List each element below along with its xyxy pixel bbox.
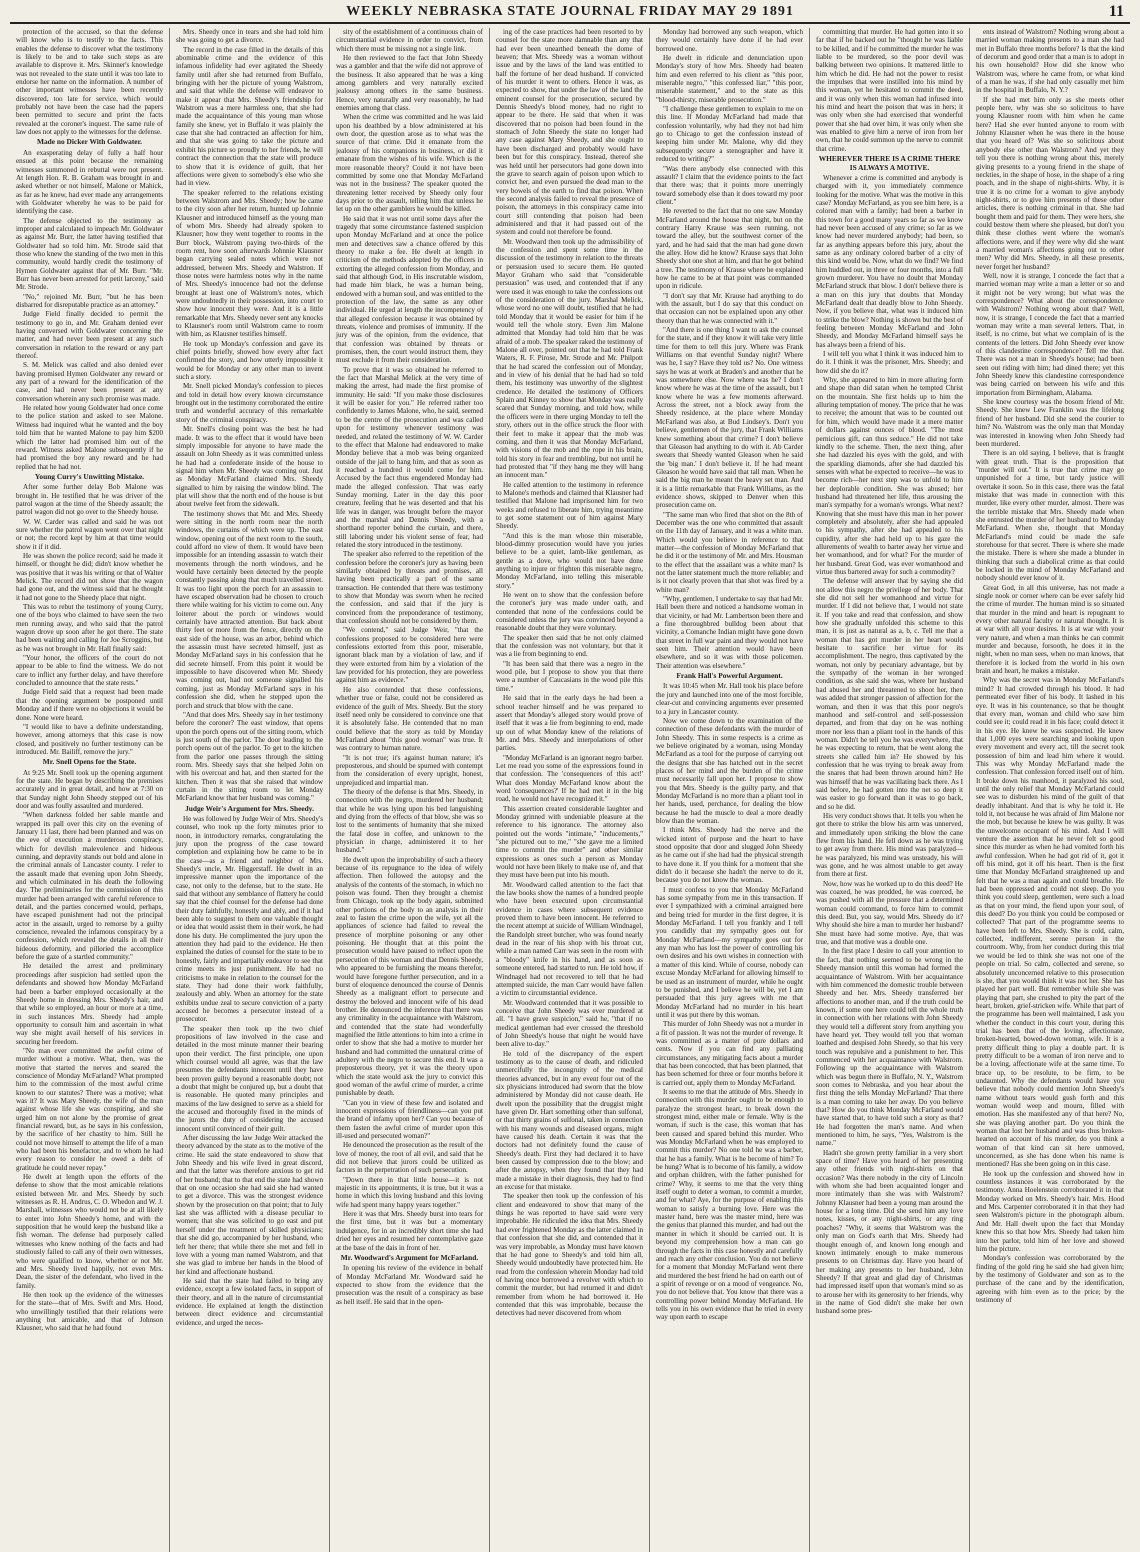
article-paragraph: W. W. Carder was called and said he was not sure whether the patrol wagon went over that night or not; the record kept by him at that time would show it if it did. bbox=[16, 517, 163, 551]
section-heading: Young Curry's Unwitting Mistake. bbox=[34, 471, 145, 481]
article-paragraph: "And this is the man whose thin miserable, blood-dimmy prosecution would have you juries believe to be a quiet, lamb-like gentleman, as gentle as a dove, who would not have done anything to injure or frighten this miserable negro, Monday McFarland, into telling this miserable story." bbox=[496, 531, 643, 590]
article-paragraph: ing of the case practices had been resorted to by counsel for the state more damnable than any that had ever been unearthed beneath the dome of heaven; that Mrs. Sheedy was a woman without issue and by the laws of the land was entitled to half the fortune of her dead husband. If convicted of his murder it went to others. Hence it was, as expected to show, that under the law of the land the eminent counsel for the prosecution, secured by Dennis Sheedy's blood money, had no right to appear to be there. He said that when it was discovered that no poison had been found in the stomach of John Sheedy the state no longer had any case against Mary Sheedy, and she ought to have been discharged and probably would have been but for this conspiracy. Instead, thereof she was held until her persecutors had gone down into the grave to search again of poison upon which to convict her, and even pursued the dead man to the very bowels of the earth to find that poison. When the second analysis failed to reveal the presence of poison, the attorneys in this conspiracy came into court still contending that poison had been administered and that it had passed out of the system and could not therefore be found. bbox=[496, 28, 643, 237]
article-paragraph: He denounced the prosecution as the result of the love of money, the root of all evil, and said that he did not believe that jurors could be utilized as factors in the perpetration of such persecution. bbox=[336, 1141, 483, 1175]
article-paragraph: He dwelt at length upon the efforts of the defense to show that the most amicable relations existed between Mr. and Mrs. Sheedy by such witnesses as R. H. Andrus, C. O. Whedon and W. J. Marshall, witnesses who would not be at all likely to enter into John Sheedy's home, and with the supposition that he would keep the husband like a fish woman. The defense had purposely called witnesses who knew nothing of the facts and had studiously failed to call any of their own witnesses, who were qualified to know, whether or not Mr. and Mrs. Sheedy lived happily, not even Mrs. Dean, the sister of the defendant, who lived in the family. bbox=[16, 1173, 163, 1290]
article-paragraph: Mr. Snell picked Monday's confession to pieces and told in detail how every known circumstance brought out in the testimony corroborated the entire truth and wonderful accuracy of this remarkable story of the criminal conspiracy. bbox=[176, 382, 323, 424]
article-paragraph: "Monday McFarland is an ignorant negro barber. Let me read you some of the expressions found in that confession. The 'consequences of this act!' What does Monday McFarland know about the word 'consequences?' If he had met it in the big road, he would not have recognized it." bbox=[496, 753, 643, 804]
article-paragraph: "No man ever committed the awful crime of murder without a motive. What, then, was the motive that started the nerves and seared the conscience of Monday McFarland? What prompted him to the commission of the most awful crime known to our statutes? There was a motive; what was it? It was Mary Sheedy, the wife of the man against whose life she was conspiring, and she urged him on not alone by the promise of great financial reward, but, as he says in his confession, by the sacrifice of her chastity to him. Still he could not move himself to attempt the life of a man who had been his benefactor, and to whom he had every reason to consider he owed a debt of gratitude he could never repay." bbox=[16, 1046, 163, 1172]
article-paragraph: Monday had borrowed any such weapon, which they would certainly have done if he had ever borrowed one. bbox=[656, 28, 803, 53]
article-paragraph: He then took up the evidence of the witnesses for the state—that of Mrs. Swift and Mrs. Hood, who unwillingly testified that their relations were anything but amicable, and that of Johnson Klausner, who said that he had found bbox=[16, 1290, 163, 1333]
article-paragraph: He said that the state had failed to bring any evidence, except a few isolated facts, in support of their theory, and all in the nature of circumstantial evidence. He explained at length the distinction between direct evidence and circumstantial evidence, and urged the neces- bbox=[176, 1276, 323, 1327]
article-paragraph: He related how young Goldwater had once come to the police station and asked to see Malone. Witness had inquired what he wanted and the boy told him that he wanted Malone to pay him $200 which the latter had promised him out of the reward. Witness asked Malone subsequently if he had promised the boy any reward and he had replied that he had not. bbox=[16, 404, 163, 471]
article-paragraph: This assertion created considerable laughter and Monday grinned with undeniable pleasure at the reference to his ignorance. The attorney also pointed out the words "intimate," "inducements," "she pictured out to me," "she gave me a limited time to commit the murder" and other similar expressions as ones such a person as Monday would not have been likely to make use of, and that they must have been put into his mouth. bbox=[496, 804, 643, 880]
article-paragraph: He was shown the police record; said he made it himself, or thought he did; didn't know whether he was positive that it was his writing or that of Walter Melick. The record did not show that the wagon had gone out, and the witness said that he thought it had not gone to the Sheedy place that night. bbox=[16, 551, 163, 602]
article-paragraph: When the crime was committed and he was laid upon his deathbed by a blow administered at his own door, the question arose as to what was the source of that crime. Did it emanate from the jealousy of his companions in business, or did it emanate from the wishes of his wife. Which is the more reasonable theory? Could it not have been committed by some one that Monday McFarland was not in the business? The speaker quoted the threatening letter received by Sheedy only four days prior to the assault, telling him that unless he let up on the other gamblers he would be killed. bbox=[336, 113, 483, 214]
article-paragraph: Whenever a crime is committed and anybody is charged with it, you immediately commence looking for the motive. What was the motive in this case? Monday McFarland, as you see him here, is a colored man with a family; had been a barber in this town for a good many years so far as we know had never been accused of any crime; so far as we know had never murdered anybody; had been, so far as anything appears before this jury, about the same as any ordinary colored barber of a city of this kind would be. Now, what do we find? We find him huddled out, in three or four months, into a full grown murderer. You have no doubt that Monday McFarland struck that blow. I don't believe there is a man on this jury that doubts that Monday McFarland dealt that deadly blow to John Sheedy. Now, if you believe that, what was it induced him to strike the blow? Nothing is shown but the best of feeling between Monday McFarland and John Sheedy, and Monday McFarland himself says he has always been a friend of his. bbox=[816, 173, 963, 349]
article-paragraph: Well, now it is strange, I concede the fact that a married woman may write a man a letter or so and it might not be very wrong; but what was the correspondence? What about the correspondence with Walstrom? Nothing wrong about that? Well, now, it is strange, I concede the fact that a married woman may write a man several letters. That, in itself, is no crime, but what we complain of is the contents of the letters. Did John Sheedy ever know of this clandestine correspondence? Tell me that. There was not a man in Sheedy's house; had been seen out riding with him; had dined there; yet this John Sheedy knew this clandestine correspondence was being carried on between his wife and this importation from Birmingham, Alabama. bbox=[976, 271, 1124, 397]
article-paragraph: The speaker then took up the two chief propositions of law involved in the case and detailed in the most minute manner their bearing upon their verdict. The first principle, one upon which counsel would all agree, was that the law presumes the defendants innocent until they have been proven guilty beyond a reasonable doubt; not a doubt that might be conjured up, but a doubt that is reasonable. He quoted many principles and maxims of the law designed to serve as a shield for the accused and thoroughly fixed in the minds of the jurors the duty of considering the accused innocent until convinced of their guilt. bbox=[176, 1024, 323, 1133]
column-6 bbox=[810, 28, 970, 1552]
article-paragraph: In the first place I desire to call your attention to the fact, that nothing seemed to be wrong in the Sheedy mansion until this woman had formed the acquaintance of Walstrom. With her acquaintance with him commenced the domestic trouble between Sheedy and her. Mrs. Sheedy transferred her affections to another man, and if the truth could be known, if some one here could tell the whole truth in connection with her relations with John Sheedy they would tell a different story from anything you have heard yet. They would tell you that woman loathed and despised John Sheedy, so that his very touch was repulsive and a punishment to her. This commenced with her acquaintance with Walstrom. Following up the acquaintance with Walstrom which was begun there in Buffalo, N. Y., Walstrom soon comes to Nebraska, and you hear about the first thing the tells Monday McFarland? That there is a man coming to take her away. Do you believe that? How do you think Monday McFarland would have started that, to have told such a story as that? He had forgotten the man's name. And when mentioned to him, he says, "Yes, Walstrom is the name." bbox=[816, 947, 963, 1148]
article-paragraph: "Was there anybody else connected with this assault? I claim that the evidence points to the fact that there was; that it points more unerringly toward somebody else than it does toward my poor client." bbox=[656, 164, 803, 206]
article-paragraph: committing that murder. He had gotten into it so far that if he backed out he "thought he was liable to be killed, and if he committed the murder he was liable to be murdered, so the poor devil was balking between two opinions. It mattered little to him which he did. He had not the power to resist the impulses that were instilled into his mind by this woman, yet he hesitated to commit the deed, and it was only when this woman had infused into his mind and heart the poison that was in hers; it was only when she had exercised that wonderful power that she had over him, it was only when she was enabled to give him a nerve of iron from her own, that he could summon up the nerve to commit that crime. bbox=[816, 28, 963, 153]
article-paragraph: The record in the case filled in the details of this abominable crime and the evidence of this infamous infidelity had ever agitated the Sheedy family until after she had returned from Buffalo, bringing with her the picture of young Walstrom, and said that while the defense will endeavor to make it appear that Mrs. Sheedy's friendship for Walstrom was a mere harmless one, that she had made the acquaintance of this young man whose family she knew, yet in Buffalo it was plainly the case that she had contracted an affection for him, and that she was going to take the picture and exhibit his picture so proudly to her friends, he will contract the connection that the state will produce to show that it is evidence of guilt, that her affections were given to somebody's else who she had in view. bbox=[176, 45, 323, 188]
article-paragraph: "When darkness folded her sable mantle and wrapped its pall over this city on the evening of January 11 last, there had been planned and was on the eve of execution a murderous conspiracy, which for devilish malevolence and hideous cunning, and depravity stands out bold and alone in the criminal annals of Lancaster county. I refer to the assault made that evening upon John Sheedy, and which culminated in his death the following day. The preliminaries for the commission of this murder had been arranged with careful reference to detail, and the parties concerned would, perhaps, have escaped punishment had not the principal actor in the assault, urged to remorse by a guilty conscience, revealed the infamous conspiracy by a confession, which revealed the details in all their hideous deformity, and pilloried the accomplice before the gaze of a startled community." bbox=[16, 811, 163, 962]
article-paragraph: He was followed by Judge Weir of Mrs. Sheedy's counsel, who took up the forty minutes prior to noon, in introductory remarks, congratulating the jury upon the progress of the case toward completion and explaining how he came to be in the case—as a friend and neighbor of Mrs. Sheedy's uncle, Mr. Higgerstaff. He dwelt in an impressive manner upon the importance of the case, not only to the defense, but to the state. He said that without any semblance of flattery he could say that the chief counsel for the defense had done their duty faithfully, honestly and ably, and if it had been able to suggest to them one valuable thought or idea that would assist them in their work, he had done his duty. He complimented the jury upon the attention they had paid to the evidence. He then explained the duties of counsel for the state to be to honestly, fairly and impartially endeavor to see that crime meets its just punishment. He had no criticisms to make in relation to the counsel for the state. They had done their work faithfully, zealously and ably. When an attorney for the state exhibits undue zeal to secure conviction of a party accused he becomes a persecutor instead of a prosecutor. bbox=[176, 814, 323, 1024]
article-paragraph: He went on to show that the confession before the coroner's jury was made under oath, and contended that none of the confessions could be considered unless the jury was convinced beyond a reasonable doubt that they were voluntary. bbox=[496, 591, 643, 633]
article-paragraph: He dwelt upon the improbability of such a theory because of its repugnance to the idea of wifely affection. Then followed the autopsy and the analysis of the contents of the stomach, in which no poison was found. Then they brought a chemist from Chicago, took up the body again, submitted other portions of the body to an analysis in their zeal to fasten the crime upon the wife, yet all the appliances of science had failed to reveal the presence of morphine poisoning or any other poisoning. He thought that at this point the prosecution would have paused to reflect upon the persecution of this woman and that Dennis Sheedy, who appeared to be furnishing the means therefor, would have foregone further persecution, and in a burst of eloquence denounced the course of Dennis Sheedy as a malignant effort to persecute and destroy the beloved and innocent wife of his dead brother. He denounced the inference that there was any criminality in the acquaintance with Walstrom, and contended that the state had wonderfully magnified the little attentions to him into a crime in order to show that she had a motive to murder her husband and had committed the unnatural crime of adultery with the negro to secure this end. It was a preposterous theory, yet it was the theory upon which the state would ask the jury to convict this good woman of the awful crime of murder, a crime punishable by death. bbox=[336, 855, 483, 1098]
article-paragraph: He also contended that these confessions, whether true or false, could not be considered as evidence of the guilt of Mrs. Sheedy. But the story itself need only be considered to convince one that it is absolutely false. He contended that no man could believe that the story as told by Monday McFarland about "this good woman" was true. It was contrary to human nature. bbox=[336, 685, 483, 753]
article-paragraph: S. M. Melick was called and also denied ever having promised Hymen Goldwater any reward or any part of a reward for the identification of the case, and had never been present at any conversation wherein any such promise was made. bbox=[16, 361, 163, 403]
article-paragraph: The theory of the defense is that Mrs. Sheedy, in connection with the negro, murdered her husband; that while he was lying upon his bed languishing and dying from the effects of that blow, she was so lost to the sentiments of humanity that she mixed the fatal dose in coffee, and unknown to the physician in charge, administered it to her husband." bbox=[336, 787, 483, 855]
newspaper-title: WEEKLY NEBRASKA STATE JOURNAL FRIDAY MAY 29 1891 bbox=[346, 4, 794, 19]
section-heading: Frank Hall's Powerful Argument. bbox=[676, 671, 783, 681]
article-paragraph: The defense objected to the testimony as improper and calculated to impeach Mr. Goldwater as against Mr. Burr, the latter having testified that Goldwater had so told him. Mr. Strode said that those who knew the standing of the two men in this community, would hardly credit the testimony of Hymen Goldwater against that of Mr. Burr. "Mr. Burr has never been arrested for petit larceny," said Mr. Strode. bbox=[16, 216, 163, 292]
article-paragraph: This was to rebut the testimony of young Curry, one of the boys who claimed to have seen the two men running away, and who said that the patrol wagon drove up soon after he got there. The state had been waiting and calling for Joe Scroggins, but as he was not brought in Mr. Hall finally said: bbox=[16, 603, 163, 653]
article-paragraph: "We contend," said Judge Weir, "that the confessions proposed to be considered here were confessions extorted from this poor, miserable, ignorant black man by a violation of law, and if they were extorted from him by a violation of the law provided for his protection, they are powerless against him as evidence." bbox=[336, 626, 483, 685]
article-paragraph: I think Mrs. Sheedy had the nerve and the wicked intent of purpose and the heart to have stood opposite that door and slugged John Sheedy as he came out if she had had the physical strength to have done it. If you think for a moment that she didn't do it because she hadn't the nerve to do it, because you do not know the woman. bbox=[656, 826, 803, 885]
article-columns bbox=[10, 28, 1130, 1552]
article-paragraph: protection of the accused, so that the defense will know who is to testify to the facts. This enables the defense to discover what the testimony is likely to be and to take such steps as are available to disprove it. Mrs. Skinner's knowledge was not revealed to the state until it was too late to endorse her name on the information. A number of other important witnesses have been recently discovered, too late for service, which would probably not have been the case had the papers been permitted to secure and print the facts revealed at the coroner's inquest. The same rule of law does not apply to the witnesses for the defense. bbox=[16, 28, 163, 137]
article-paragraph: He took up Monday's confession and gave its chief points briefly, showed how every after fact confirmed the story, and how utterly impossible it would be for Monday or any other man to invent such a story. bbox=[176, 339, 323, 382]
article-paragraph: He said that it was not until some days after the tragedy that some circumstance fastened suspicion upon Monday McFarland and at once the police men and detectives saw a chance offered by this theory to make a fee. He dwelt at length in criticism of the methods adopted by the officers in extorting the alleged confession from Monday, and said that although God, in His inscrutable wisdom, had made him black, he was a human being, endowed with a human soul, and was entitled to the protection of the law, the same as any other individual. He urged at length the incompetency of that alleged confession because it was obtained by threats, violence and promises of immunity. If the jury was of the opinion, from the evidence, that that confession was obtained by threats or promises, then, the court would instruct them, they must exclude it from their consideration. bbox=[336, 214, 483, 365]
section-heading: Mr. Snell Opens for the State. bbox=[42, 757, 137, 767]
article-paragraph: Why, she appeared to him in more alluring form and shape than did satan when he tempted Christ on the mountain. She first holds up to him the alluring temptation of money. The price that he was to receive; the amount that was to be counted out for him, which would have made it a mere matter of dollars against ounces of blood. "The most pernicious gift, can thus seduce." He did not take kindly to the scheme. Then, the next thing, after she had dazzled his eyes with the gold, and with the sparkling diamonds, after she had dazzled his senses with what he expected to receive—he was to become rich—her next step was to unfold to him her deplorable condition. She was abused; her husband had threatened her life, thus arousing the man's sympathy for a woman's wrongs. What next? Knowing that she must have this man in her power completely and absolutely, after she had appealed to his sympathy, after she had appealed to his cupidity, after she had held up to his gaze the allurements of wealth to barter away her virtue and her womanhood, and for what? For the murder of her husband. Great God, was ever womanhood and virtue thus bartered away for such a commodity? bbox=[816, 376, 963, 576]
article-paragraph: Mrs. Sheedy once in tears and she had told him she was going to get a divorce. bbox=[176, 28, 323, 45]
article-paragraph: Now, how was he worked up to do this deed? He was coaxed, he was prodded, he was coerced, he was pushed with all the pressure that a determined woman could command, to force him to commit this deed. But, you say, would Mrs. Sheedy do it? Why should she hire a man to murder her husband? She must have had some motive. Aye, that was true, and that motive was a double one. bbox=[816, 879, 963, 947]
article-paragraph: I must confess to you that Monday McFarland has some sympathy from me in this transaction. If ever I sympathized with a criminal arraigned here and being tried for murder in the first degree, it is Monday McFarland. I tell you frankly and I tell you candidly that my sympathy goes out for Monday McFarland—my sympathy goes out for any man who has lost the power of controlling his own desires and his own wishes in connection with a matter of this kind. While of course, nobody can excuse Monday McFarland for allowing himself to be used as an instrument of murder, while he ought to be punished, and I believe he will be, yet I am persuaded that this jury agrees with me that Monday McFarland had no murder in his heart until it was put there by this woman. bbox=[656, 885, 803, 1019]
article-paragraph: sity of the establishment of a continuous chain of circumstantial evidence in order to convict, from which there must be missing not a single link. bbox=[336, 28, 483, 53]
article-paragraph: Mr. Snell's closing point was the best he had made. It was to the effect that it would have been simply impossible for anyone to have made the assault on John Sheedy as it was committed unless he had had a confederate inside of the house to signal him when Mr. Sheedy was coming out. Just as Monday McFarland claimed Mrs. Sheedy signalled to him by raising the window blind. The plat will show that the north end of the house is but about twelve feet from the sidewalk. bbox=[176, 425, 323, 509]
article-paragraph: Judge Field said that a request had been made that the opening argument be postponed until Monday and if there were no objections it would be done. None were heard. bbox=[16, 688, 163, 722]
article-paragraph: "The same man who fired that shot on the 8th of December was the one who committed that assault on the 11th day of January, and it was a white man. Which would you believe in reference to that matter—the confession of Monday McFarland that he did it or the testimony of Mr. and Mrs. Housman to the effect that the assailant was a white man? Is not the latter statement much the more reliable; and is it not clearly proven that that shot was fired by a white man? bbox=[656, 510, 803, 594]
article-paragraph: "Can you in view of these few and isolated and innocent expressions of friendliness—can you put the brand of infamy upon her? Can you because of them fasten the awful crime of murder upon this ill-used and persecuted woman?" bbox=[336, 1098, 483, 1141]
article-paragraph: After some further delay Bob Malone was brought in. He testified that he was driver of the patrol wagon at the time of the Sheedy assault; the patrol wagon did not go over to the Sheedy house. bbox=[16, 483, 163, 517]
article-paragraph: Mr. Woodward called attention to the fact that the law books show the names of a hundred people who have been executed upon circumstantial evidence in cases where subsequent evidence proved them to have been innocent. He referred to the recent attempt at suicide of William Windnagel, the Randolph street butcher, who was found nearly dead in the rear of his shop with his throat cut, while a man named Carr was seen in the room with a "bloody" knife in his hand, and as soon as someone entered, had started to run. He told how, if Windnagel had not recovered to tell that he had attempted suicide, the man Carr would have fallen a victim to circumstantial evidence. bbox=[496, 880, 643, 998]
article-paragraph: He called attention to the testimony in reference to Malone's methods and claimed that Klausner had testified that Malone had imprisoned him for two weeks and refused to liberate him, trying meantime to get some statement out of him against Mary Sheedy. bbox=[496, 480, 643, 531]
article-paragraph: "I don't say that Mr. Krause had anything to do with the assault, but I do say that this conduct on that occasion can not be explained upon any other theory than that he was connected with it." bbox=[656, 291, 803, 325]
article-paragraph: He said that in the early days he had been a school teacher himself and he was prepared to assert that Monday's alleged story would prove of itself that it was a lie from beginning to end, made up out of what Monday knew of the relations of Mr. and Mrs. Sheedy and interpolations of other parties. bbox=[496, 694, 643, 753]
article-paragraph: Now we come down to the examination of the connection of these defendants with the murder of John Sheedy. This in some respects is a crime as we believe originated by a woman, using Monday McFarland as a tool for the purpose of carrying out the designs that she has hatched out in the secret places of her mind and the burden of the crime must necessarily fall upon her. I propose to show you that Mrs. Sheedy is the guilty party, and that Monday McFarland is no more than a pliant tool in her hands, used, perchance, for dealing the blow because he had the muscle to deal a more deadly blow than the woman. bbox=[656, 716, 803, 825]
article-paragraph: Judge Field finally decided to permit the testimony to go in, and Mr. Graham denied ever having conversed with Goldwater concerning the matter, and had never been present at any such conversation in relation to the reward or any part thereof. bbox=[16, 310, 163, 361]
article-paragraph: Mr. Woodward contended that it was possible to conceive that John Sheedy was ever murdered at all. "I have grave suspicion," said he, "that if no medical gentleman had ever crossed the threshold of John Sheedy's house that night he would have been alive to-day." bbox=[496, 998, 643, 1049]
article-paragraph: He detailed the arrest and preliminary proceedings after suspicion had settled upon the defendants and showed how Monday McFarland had been a barber employed occasionally at the Sheedy home in dressing Mrs. Sheedy's hair, and that while so employed, an hour or more at a time, in such instances Mrs. Sheedy had ample opportunity to consult him and ascertain in what way she might avail herself of his services in securing her freedom. bbox=[16, 962, 163, 1046]
article-paragraph: The speaker then took up the confession of his client and endeavored to show that many of the things he was reported to have said were very improbable. He ridiculed the idea that Mrs. Sheedy had ever frightened Monday as the latter claimed in that confession that she did, and contended that it was very improbable, as Monday must have known that he had gone to Sheedy's and told him all, Sheedy would undoubtedly have protected him. He read from the confession wherein Monday had told of having once borrowed a revolver with which to commit the murder, but had returned it and didn't remember from whom he had borrowed it. He contended that this was improbable, because the detectives had never discovered from whom bbox=[496, 1192, 643, 1318]
article-paragraph: "It has been said that there was a negro in the wood pile, but I propose to show you that there were a number of Caucasians in the wood pile this time." bbox=[496, 659, 643, 693]
section-heading: Mr. Woodward's Argument for McFarland. bbox=[340, 1252, 479, 1262]
article-paragraph: After discussing the law Judge Weir attacked the theory advanced by the state as to the motive of the crime. He said the state endeavored to show that John Sheedy and his wife lived in great discord, and that the latter was therefore anxious to get rid of her husband; that to that end the state had shown that on one occasion she had said she had wanted to get a divorce. This was the strongest evidence shown by the prosecution on that point; that to July last she was afflicted with a disease peculiar to women; that she was solicited to go east and put herself under the treatment of skilled physicians; that she did go, accompanied by her husband, who left her there; that while there she met and fell in love with a young man named Walstrom, and that she was glad to imbrue her hands in the blood of her kind and affectionate husband. bbox=[176, 1134, 323, 1276]
column-4 bbox=[490, 28, 650, 1552]
article-paragraph: Mr. Woodward then took up the admissibility of the confession and spent some time in the discussion of the testimony in relation to the threats or persuasion used to secure them. He quoted Mayor Graham who said that "considerable persuasion" was used, and contended that if any were used it was enough to take the confessions out of the consideration of the jury. Marshal Melick, whose word no one will doubt, testified that he had told Monday that it would be easier for him if he would tell the whole story. Even Jim Malone admitted that Monday had told him that he was afraid of a mob. The speaker raked the testimony of Malone all over, pointed out that he had told Frank Waters, R. F. Pirose, Mr. Strode and Mr. Philpott that he had scared the confession out of Monday, and in view of his denial that he had had so told them, his testimony was unworthy of the slightest credence. He detailed the testimony of Officers Splain and Kinney to show that Monday was really scared that Sunday morning, and told how, while the officers were in there urging Monday to tell the story, others out in the office struck the floor with their feet to make it appear that the mob was coming, and then it was that Monday McFarland, with visions of the mob and the rope in his brain, told his story in fear and trembling, but not until he had protested that "if they hang me they will hang an innocent man." bbox=[496, 237, 643, 480]
column-5 bbox=[650, 28, 810, 1552]
article-paragraph: This murder of John Sheedy was not a murder in a fit of passion. It was not the murder of revenge. It was committed as a matter of pure dollars and cents. Now if you can find any palliating circumstances, any mitigating facts about a murder that has been concocted, that has been planned, that has been schemed for three or four months before it is carried out, apply them to Monday McFarland. bbox=[656, 1020, 803, 1087]
article-paragraph: "And that does Mrs. Sheedy say in her testimony before the coroner? The east window, that opens upon the porch opens out of the sitting room, which is just south of the parlor. The door leading to the porch opens out of the parlor. To get to the kitchen from the parlor one passes through the sitting room. Mrs. Sheedy says that she helped John on with his overcoat and hat, and then started for the kitchen. Then it was that she raised that window curtain in the sitting room to let Monday McFarland know that her husband was coming." bbox=[176, 710, 323, 803]
article-paragraph: "I would like to have a definite understanding, however, among attorneys that this case is now closed, and positively no further testimony can be introduced. Mr. Bailiff, remove the jury." bbox=[16, 722, 163, 756]
article-paragraph: "I challenge these gentlemen to explain to me on this line. If Monday McFarland had made that confession voluntarily, why had they not had him go to Chicago to get the confession instead of keeping him under Mr. Malone, why did they subsequently secure a stenographer and have it reduced to writing?" bbox=[656, 105, 803, 164]
section-heading: Judge Weir's Argument for Mrs. Sheedy. bbox=[185, 803, 314, 813]
article-paragraph: An exasperating delay of fully a half hour ensued at this point because the remaining witnesses summoned in rebuttal were not present. At length Hon. R. B. Graham was brought in and asked whether or not himself, Malone or Mahick, as far as he knew, had ever made any arrangements with Goldwater whereby he was to be paid for identifying the case. bbox=[16, 148, 163, 216]
article-paragraph: "Down there in that little house—it is not majestic in its appointments, it is true, but it was a home in which this loving husband and this loving wife had spent many happy years together." bbox=[336, 1175, 483, 1209]
article-paragraph: Hadn't she grown pretty familiar in a very short space of time? Have you heard of her presenting any other friends with night-shirts on that occasion? Was there nobody in the city of Lincoln with whom she had been acquainted longer and more intimately than she was with Walstrom? Johnny Klausner had been a young man around the house for a long time. Did she send him any love notes, kisses, or any night-shirts, or any ring poaches? "Why, it seems that Walstrom was the only man on God's earth that Mrs. Sheedy had thought enough of, and known long enough and known intimately enough to make numerous presents to on Christmas day. Have you heard of her making any presents to her husband, John Sheedy? If that great and glad day of Christmas had impressed itself upon that woman's mind so as to arouse her with its generosity to her friends, why in the name of God didn't she make her own husband some pres- bbox=[816, 1148, 963, 1316]
article-paragraph: The defense will answer that by saying she did not allow this negro the privilege of her body. That she did not sell her womanhood and virtue for murder. If I did not believe that, I would not state it. If you take and read that confession, and show how she gradually unfolded this scheme to this man, it is just as natural as a, b, c. Tell me that a woman that has got murder in her heart would hesitate to sacrifice her virtue for its accomplishment. The negro, thus captivated by the woman, not only by pecuniary advantage, but by the sympathy of the woman in her wronged condition, as she said she was, where her husband had abused her and threatened to shoot her, then was added that stronger passion of affection for the woman, and then it was that this poor negro's manhood and self-control and self-possession departed, and from that day on he was nothing more nor less than a pliant tool in the hands of this woman. Didn't he tell you he was everywhere, that he was expecting to return, that he went along the streets she called him in? He showed by his confession that he was trying to break away from the snares that had been thrown around him? He was himself that he was vacillating back there. As I said before, he had gotten into the net so deep it was easier to go forward than it was to go back, and so he did. bbox=[816, 577, 963, 811]
article-paragraph: He took up the confession and showed how in countless instances it was corroborated by the testimony. Anna Hoelenstein corroborated it in that Monday worked on Mrs. Sheedy's hair. Mrs. Hood and Mrs. Carpenter corroborated it in that they had seen Walstrom's picture in the photograph album. And Mr. Hall dwelt upon the fact that Monday knew this so that how Mrs. Sheedy had taken him into her parlor, told him of her love and showed him the picture. bbox=[976, 1169, 1124, 1253]
article-paragraph: He then reviewed to the fact that John Sheedy was a gambler and that the wife did not approve of the business. It also appeared that he was a king among gamblers and very naturally excited jealousy among others in the same business. Hence, very naturally and very reasonably, he had enemies among that class. bbox=[336, 54, 483, 113]
article-paragraph: "It is not true; it's against human nature; it's preposterous, and should be spurned with contempt from the consideration of every upright, honest, unprejudiced and impartial man. bbox=[336, 753, 483, 787]
masthead bbox=[10, 0, 1130, 24]
article-paragraph: It seems to me that the attitude of Mrs. Sheedy in connection with this murder ought to be enough to paralyze the strongest heart, to break down the strongest mind, either male or female. Why is the woman, if such is the case, this woman that has been caused and spared behind this murder. Who was Monday McFarland when he was employed to commit this murder? No one told he was a barber, that he has a family. What is he become of him? To be hung? What is to become of his family, a widow and orphan children, with the father punished for crime? Why, it seems to me that the very thing itself ought to deter a woman, to commit a murder, and for what? Aye, for the purpose of enabling this woman to satisfy a burning love. Here was the master hand, here was the master mind, here was the genius that planned this murder, and had out the manner in which it should be carried out. It is beyond my comprehension how a man can go through the facts in this case honestly and carefully and reach any other conclusion. You do not believe for a moment that Monday McFarland went there and murdered the best friend he had on earth out of a spirit of revenge or on a mood of vengeance. No, you do not believe that. You know that there was a controlling power behind Monday McFarland. He tells you in his own evidence that he tried in every way upon earth to escape bbox=[656, 1087, 803, 1322]
column-3 bbox=[330, 28, 490, 1552]
article-paragraph: He reverted to the fact that no one saw Monday McFarland around the house that night, but on the contrary Harry Krause was seen running, not toward the alley, but the southwest corner of the yard, and he had said that the man had gone down the alley. How did he know? Krause says that John Sheedy shot one shot at him, and that he got behind a tree. The testimony of Krause where he explained how he came to be at that point was commanded upon in ridicule. bbox=[656, 207, 803, 291]
article-paragraph: Here it was that Mrs. Sheedy burst into tears for the first time, but it was but a momentary indulgence, for in an incredibly short time she had dried her eyes and resumed her contemplative gaze at the base of the dais in front of her. bbox=[336, 1210, 483, 1252]
article-paragraph: I will tell you what I think it was induced him to do it. I think it was the prisoner, Mrs. Sheedy; and how did she do it? bbox=[816, 350, 963, 375]
article-paragraph: "Why, gentlemen, I undertake to say that had Mr. Hall been there and noticed a handsome woman in that vicinity, or had Mr. Lambertson been there and a fine thoroughbred bulldog been about that vicinity, a Comanche Indian might have gone down that street in full war paint and they would not have seen him. Their attention would have been elsewhere, and so it was with those policemen. Their attention was elsewhere." bbox=[656, 595, 803, 670]
article-paragraph: The testimony shows that Mr. and Mrs. Sheedy were sitting in the north room near the north windows, the curtains of which were up. The east window, opening out of the next room to the south, could afford no view of them. It would have been impossible for an intending assassin to watch their movements through the north windows, and he would have certainly been detected by the people constantly passing along that much travelled street. It was too light upon the porch for an assassin to have escaped observation had he chosen to crouch there while waiting for his victim to come out. Any loiterer about the porch or windows would certainly have attracted attention. But back about thirty feet or more from the fence, directly on the east side of the house, was an arbor, behind which the assassin must have secreted himself, just as Monday McFarland says in his confession that he did secrete himself. From this point it would be impossible to have discovered when Mr. Sheedy was coming out, had not someone signalled his coming, just as Monday McFarland says in his confession she did, when he stepped upon the porch and struck that blow with the cane. bbox=[176, 509, 323, 710]
article-paragraph: The speaker then said that he not only claimed that the confession was not voluntary, but that it was a lie from beginning to end. bbox=[496, 633, 643, 659]
section-heading: Made no Dicker With Goldwater. bbox=[36, 137, 143, 147]
article-paragraph: "Your honor, the officers of the court do not appear to be able to find the witness. We do not care to inflict any further delay, and have therefore concluded to announce that the state rests." bbox=[16, 654, 163, 688]
page-number: 11 bbox=[1108, 3, 1124, 20]
article-paragraph: At 9:25 Mr. Snell took up the opening argument for the state. He began by describing the premises accurately and in great detail, and how at 7:30 on that Sunday night John Sheedy stepped out of his door and was foully assaulted and murdered. bbox=[16, 768, 163, 810]
article-paragraph: He dwelt in ridicule and denunciation upon Monday's story of how Mrs. Sheedy had beaten him and even referred to his client as "this poor, miserable negro," "this confessed liar," "this poor, miserable statement," and to the state as this "blood-thirsty, miserable prosecution." bbox=[656, 54, 803, 104]
column-1 bbox=[10, 28, 170, 1552]
article-paragraph: There is an old saying, I believe, that is fraught with great truth. That is the proposition that "murder will out." It is true that crime may go unpunished for a time, but tardy justice will overtake it soon. So in this case, there was the fatal mistake that was made in connection with this murder, like every other murder, almost. There was the terrible mistake that Mrs. Sheedy made when she entrusted the murder of her husband to Monday McFarland. When she, thought that Monday McFarland's mind could be made the safe storehouse for that secret. There is where she made the mistake. There is where she made a blunder in thinking that such a diabolical crime as that could be locked in the mind of Monday McFarland and nobody should ever know of it. bbox=[976, 449, 1124, 583]
article-paragraph: The speaker also referred to the repetition of the confession before the coroner's jury as having been similarly obtained by threats and promises, all having been practically a part of the same transaction. He contended that there was testimony to show that Monday was sworn when he recited the confession, and said that if the jury is convinced from the preponderance of testimony, that confession should not be considered by them. bbox=[336, 550, 483, 626]
section-heading: WHEREVER THERE IS A CRIME THERE IS ALWAYS A MOTIVE. bbox=[818, 154, 961, 172]
article-paragraph: In opening his review of the evidence in behalf of Monday McFarland Mr. Woodward said he expected to show from the evidence that the prosecution was the result of a conspiracy as base as hell itself. He said that in the open- bbox=[336, 1264, 483, 1306]
article-paragraph: ents instead of Walstrom? Nothing wrong about a married woman making presents to a man she had met in Buffalo three months before? Is that the kind of decorum and good order that a man is to adopt in his own household? How did she know who Walstrom was, where he came from, or what kind of a man he was, if she had only casually met him in the hospital in Buffalo, N. Y.? bbox=[976, 28, 1124, 95]
article-paragraph: Monday's confession was corroborated by the finding of the gold ring he said she had given him; by the testimony of Goldwater and son as to the purchase of the cane and by the identification, agreeing with him even as to the price; by the testimony of bbox=[976, 1254, 1124, 1304]
article-paragraph: "And there is one thing I want to ask the counsel for the state, and if they know it will take very little time for them to tell this jury. Where was Frank Williams on that eventful Sunday night? Where was he, I say? Have they told us? No. One witness says he was at work at Braden's and another that he was somewhere else. Now where was he? I don't know where he was at the time of the assault, but I know where he was a few moments afterward. Across the street, not a block away from the Sheedy residence, at the place where Monday McFarland was also, at Bud Lindsey's. Don't you believe, gentlemen of the jury, that Frank Williams knew something about that crime? I don't believe that Gleason had anything to do with it. Ab Carder swears that Sheedy wanted Gleason when he said the 'big man.' I don't believe it. If he had meant Gleason he would have said that tall man. When he said the big man he meant the heavy set man. And it is a little remarkable that Frank Williams, as the evidence shows, skipped to Denver when this prosecution came on. bbox=[656, 326, 803, 510]
article-paragraph: Why was the secret was in Monday McFarland's mind? It had crowded through his blood. It had permeated ever fiber of his body. It lashed in his eye. It was in his countenance, so that he thought that every man, woman and child who saw him could see it; could read it in his face; could detect it in his eye. He knew he was suspected. He knew that 1,000 eyes were searching and looking upon every movement and every act, till the secret took possession of him and lead him where it would. This was why Monday McFarland made the confession. That confession forced itself out of him. It broke down his manhood, it paralyzed his soul, until the only relief that Monday McFarland could see was to disburden his mind of the guilt of that deadly inhabitant. And that is why he told it. He told it, not because he was afraid of Jim Malone nor the mob, but because he knew he was guilty. It was the unwelcome occupant of his mind. And I will venture the assertion that he never felt so good since this murder as when he had vomited forth his awful confession. When he had got rid of it, got it off his mind, got it off his heart. Then is the first time that Monday McFarland straightened up and felt that he was a man again and could breathe. He had been oppressed and could not sleep. Do you think you could sleep, gentlemen, were such a load as that on your mind, the fiend upon your soul, of this deed? Do you think you could be composed or collected? That part of the programme seems to have been left to Mrs. Sheedy. She is cold, calm, collected, indifferent, serene person in the courtroom. Why, from her conduct during this trial we would be led to think she was not one of the people on trial. So calm, collected and serene, so absolutely unconcerned relative to this prosecution is she, that you would think it was not her. She has played her part well. But remember while she was playing that part, she crushed to pity the part of the heart, broken, grief-stricken wife. While that part of the programme has been well maintained, I ask you whether the conduct in this court your, during this trial has been that of the loving, affectionate, broken-hearted, bowed-down woman, wife. It is a pretty difficult thing to play a double part. It is pretty difficult to be a woman of iron nerve and to be a loving, affectionate wife at the same time. To brace up, to be resolute, to be firm, to be undaunted. Why the defendants would have you believe that nobody could mention John Sheedy's name without tears would gush forth and this woman would weep and mourn, filled with emotion. Has she manifested any of that here? No, she was playing another part. Do you think the woman that lost her husband and was thus broken-hearted on account of his murder, do you think a woman of that kind can sit here unmoved, unconcerned, as she has done when his name is mentioned? Has she been going on in this case. bbox=[976, 676, 1124, 1169]
article-paragraph: He told of the discrepancy of the expert testimony as to the cause of death, and ridiculed unmercifully the incongruity of the medical theories advanced, but in any event four out of the six physicians introduced had sworn that the blow administered by Monday did not cause death. He dwelt upon the possibility that the druggist might have given Dr. Hart something other than sulfonal, or that thirty grains of sulfonal, taken in connection with his many wounds and diseased organs, might have caused his death. Certain it was that the doctors had not definitely found the cause of Sheedy's death. First they had declared it to have been caused by compression due to the blow; and after the autopsy, when they found that they had made a mistake in their diagnosis, they had to find an excuse for that mistake. bbox=[496, 1049, 643, 1192]
column-2 bbox=[170, 28, 330, 1552]
article-paragraph: His very conduct shows that. It tells you when he got there to strike the blow his arm was unnerved, and immediately upon striking the blow the cane flew from his hand. He fell down as he was trying to get away from there. His mind was paralyzed—he was paralyzed, his mind was unsteady, his will was gone, and he was almost unable to get away from there at first. bbox=[816, 811, 963, 879]
article-paragraph: It was 10:45 when Mr. Hall took his place before the jury and launched into one of the most forcible, clear-cut and convincing arguments ever presented to a jury in Lancaster county. bbox=[656, 682, 803, 716]
article-paragraph: The speaker referred to the relations existing between Walstrom and Mrs. Sheedy; how he came to the city soon after her return, hunted up Johnnie Klausner and introduced himself as the young man of whom Mrs. Sheedy had already spoken to Klausner; how they went together to rooms in the Burr block, Walstrom paying two-thirds of the room rent, how soon afterwards Johnnie Klausner began carrying sealed notes which were not addressed, between Mrs. Sheedy and Walstron. If those notes were harmless notes why in the name of Mrs. Sheedy's innocence had not the defense brought at least one of Walstrom's notes, which were undoubtedly in their possession, into court to show how innocent they were. And it is a little remarkable that Mrs. Sheedy never sent any knocks to Klausner's room until Walstrom came to room with him, as Klausner testifies himself. bbox=[176, 188, 323, 339]
article-paragraph: "No," rejoined Mr. Burr, "but he has been disbarred for disreputable practice as an attorney." bbox=[16, 292, 163, 309]
article-paragraph: She knew courtesy was the bosom friend of Mr. Sheedy. She knew Lew Franklin was the lifelong friend of her husband. Did she send the courier to him? No. Walstrom was the only man that Monday was interested in knowing when John Sheedy had been murdered. bbox=[976, 398, 1124, 448]
article-paragraph: To prove that it was so obtained he referred to the fact that Marshal Melick at the very time of making the arrest, had made the first promise of immunity. He said: "If you make those disclosures it will be easier for you." He referred rather too confidently to James Malone, who, he said, seemed to be the centre of the prosecution and was called upon for testimony whenever testimony was needed, and related the testimony of W. W. Carder to the effect that Malone had endeavored to make Monday believe that a mob was being organized outside of the jail to hang him, and that as soon as it reached a hundred it would come for him. Accused by the fact thus engendered Monday had made the alleged confession. That was early Sunday morning. Later in the day this poor creature, feeling that he was deserted and that his life was in danger, was brought before the mayor and the marshal and Dennis Sheedy, with a shorthand reporter behind the curtain, and there, still laboring under his violent sense of fear, had related the story introduced in the testimony. bbox=[336, 365, 483, 549]
article-paragraph: Great God, in all this universe, has not made a single nook or corner where can be ever safely hid the crime of murder. The human mind is so situated that murder in the mind and heart is repugnant to every other natural faculty or natural thought. It is at war with all your desires. It is at war with your very nature, and when a man thinks he can commit murder and because, forsooth, he does it in the night, when no man sees, when no man knows, that therefore it is locked from the world in his own brain and heart, he makes a mistake. bbox=[976, 583, 1124, 676]
article-paragraph: If she had met him only as she meets other people here, why was she so solicitous to have young Klausner room with him when he came here? Had she ever hunted anyone to room with Johnny Klausner when he was there in the house that you heard of? Was she so solicitous about anybody else other than Walstrom? And yet they tell you there is nothing wrong about this, merely giving presents to a young friend in the shape of neckties, in the shape of hose, in the shape of a ring poach, and in the shape of night-shirts. Why, it is true it is no crime for a woman to give anybody night-shirts, or to give him presents of these other articles, there is nothing criminal in that. She had bought them and paid for them. They were hers, she could bestow them where she pleased, but don't you think these clothes went where the woman's affections were, and if they were why did she want a married woman's affections going out to other men? Why did Mrs. Sheedy, in all these presents, never forget her husband? bbox=[976, 95, 1124, 271]
column-7 bbox=[970, 28, 1130, 1552]
